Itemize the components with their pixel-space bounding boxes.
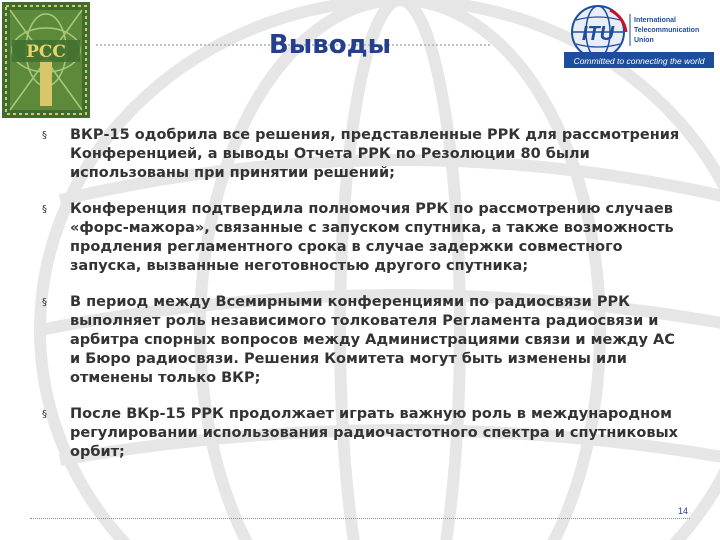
bullet-item (40, 126, 680, 183)
bullet-list (40, 126, 680, 479)
bullet-item (40, 293, 680, 388)
itu-name-line-1: International (634, 17, 677, 24)
footer-divider (30, 518, 690, 519)
bullet-marker: § (42, 409, 47, 420)
itu-name-line-3: Union (634, 37, 654, 44)
bullet-text: После ВКр-15 РРК продолжает играть важную роль в международном регулировании использования радиочастотного спектра и спутниковых орбит; (70, 406, 678, 460)
bullet-item (40, 200, 680, 276)
bullet-marker: § (42, 297, 47, 308)
itu-name-line-2: Telecommunication (634, 27, 700, 34)
svg-text:International (634, 17, 676, 24)
bullet-text: В период между Всемирными конференциями по радиосвязи РРК выполняет роль независимого толкователя Регламента радиосвязи и арбитра спорных вопросов между Администрациями связи и между АС и Бюро радиосвязи. Решения Комитета могут быть изменены или отменены только ВКР; (70, 294, 675, 386)
bullet-marker: § (42, 130, 47, 141)
bullet-marker: § (42, 204, 47, 215)
svg-text:Union (634, 37, 654, 44)
itu-logo (562, 2, 714, 70)
page-number: 14 (677, 506, 688, 516)
bullet-text: ВКР-15 одобрила все решения, представленные РРК для рассмотрения Конференцией, а выводы Отчета РРК по Резолюции 80 были использованы при принятии решений; (70, 127, 680, 181)
page-title: Выводы (268, 30, 392, 60)
svg-text:Telecommunication (634, 27, 699, 34)
bullet-item (40, 405, 680, 462)
itu-abbreviation: ITU (581, 23, 615, 45)
rcc-logo (0, 0, 92, 120)
bullet-text: Конференция подтвердила полномочия РРК по рассмотрению случаев «форс-мажора», связанные с запуском спутника, а также возможность продления регламентного срока в случае задержки совместного запуска, вызванные неготовностью другого спутника; (70, 201, 674, 274)
rcc-logo-text: РСС (26, 42, 66, 62)
itu-slogan: Committed to connecting the world (573, 56, 705, 66)
